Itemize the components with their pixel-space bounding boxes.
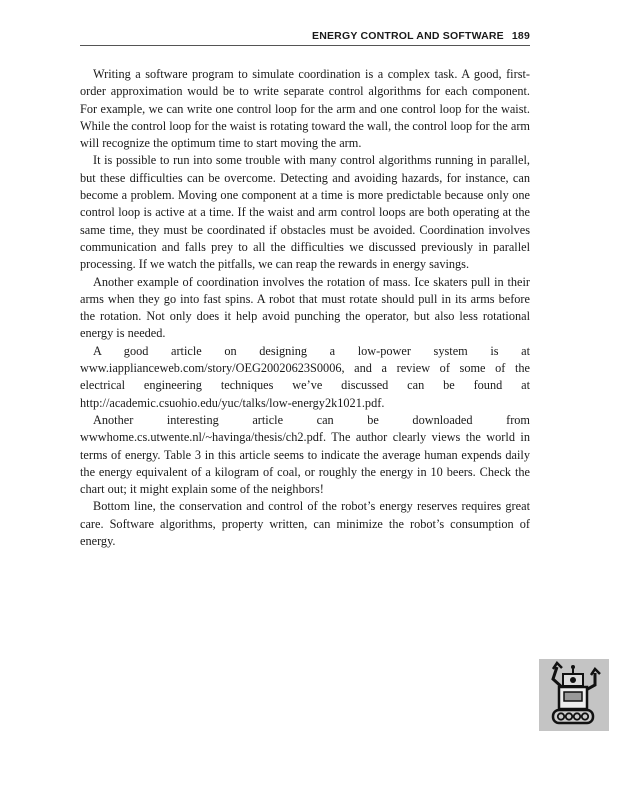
header-title: ENERGY CONTROL AND SOFTWARE <box>311 30 504 42</box>
thumb-tab <box>539 659 609 731</box>
paragraph: Another interesting article can be downloaded from wwwhome.cs.utwente.nl/~havinga/thesis/ch2.pdf. The author clearly views the world in terms of energy. Table 3 in this article seems to indicate the average human expends daily the energy equivalent of a kilogram of coal, or roughly the energy in 10 beers. Check the chart out; it might explain some of the neighbors! <box>80 412 530 497</box>
paragraph: Bottom line, the conservation and control of the robot’s energy reserves requires great care. Software algorithms, property written, can minimize the robot’s consumption of energy. <box>80 499 530 549</box>
robot-icon <box>539 659 609 731</box>
paragraph: Writing a software program to simulate coordination is a complex task. A good, first-order approximation would be to write separate control algorithms for each component. For example, we can write one control loop for the arm and one control loop for the waist. While the control loop for the waist is rotating toward the wall, the control loop for the arm will recognize the optimum time to start moving the arm. <box>80 67 530 151</box>
paragraph: It is possible to run into some trouble with many control algorithms running in parallel, but these difficulties can be overcome. Detecting and avoiding hazards, for instance, can become a problem. Moving one component at a time is more predictable because only one control loop is active at a time. If the waist and arm control loops are both operating at the same time, they must be coordinated if obstacles must be avoided. Coordination involves communication and falls prey to all the difficulties we discussed previously in parallel processing. If we watch the pitfalls, we can reap the rewards in energy savings. <box>80 153 530 272</box>
body-text <box>80 66 530 550</box>
paragraph: A good article on designing a low-power system is at www.iapplianceweb.com/story/OEG20020623S0006, and a review of some of the electrical engineering techniques we’ve discussed can be found at http://academic.csuohio.edu/yuc/talks/low-energy2k1021.pdf. <box>80 343 530 410</box>
page-number: 189 <box>511 30 530 42</box>
running-header <box>80 30 530 42</box>
paragraph: Another example of coordination involves the rotation of mass. Ice skaters pull in their arms when they go into fast spins. A robot that must rotate should pull in its arms before the rotation. Not only does it help avoid punching the operator, but also less rotational energy is needed. <box>80 274 530 341</box>
header-rule <box>80 45 530 46</box>
